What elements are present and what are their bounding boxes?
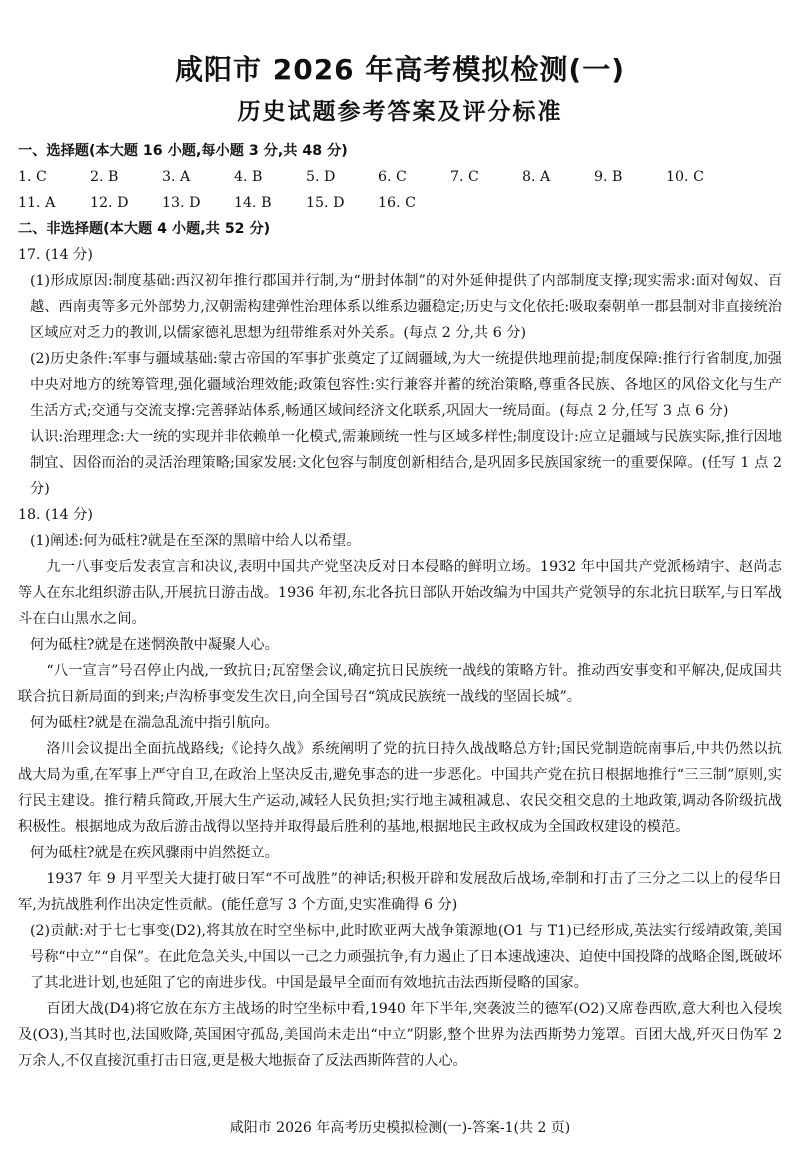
answer-item: 7. C [450, 169, 479, 185]
q17-part1: (1)形成原因:制度基础:西汉初年推行郡国并行制,为“册封体制”的对外延伸提供了内部制度支撑;现实需求:面对匈奴、百越、西南夷等多元外部势力,汉朝需构建弹性治理体系以维系边疆稳定;历史与文化依托:吸取秦朝单一郡县制对非直接统治区域应对乏力的教训,以儒家德礼思想为纽带维系对外关系。(每点 2 分,共 6 分) [30, 273, 782, 341]
answer-item: 10. C [666, 169, 704, 185]
answer-item: 14. B [234, 195, 272, 211]
choice-answers-row-1 [18, 164, 782, 190]
answer-item: 11. A [18, 195, 56, 211]
q18-question-line: 何为砥柱?就是在迷惘涣散中凝聚人心。 [30, 637, 279, 653]
q18-part1-intro: (1)阐述:何为砥柱?就是在至深的黑暗中给人以希望。 [30, 533, 361, 549]
section2-heading: 二、非选择题(本大题 4 小题,共 52 分) [18, 221, 271, 237]
answer-item: 5. D [306, 169, 336, 185]
answer-item: 3. A [162, 169, 191, 185]
q18-paragraph: 百团大战(D4)将它放在东方主战场的时空坐标中看,1940 年下半年,突袭波兰的德军(O2)又席卷西欧,意大利也入侵埃及(O3),当其时也,法国败降,英国困守孤岛,美国尚未走出“中立”阴影,整个世界为法西斯势力笼罩。百团大战,歼灭日伪军 2 万余人,不仅直接沉重打击日寇,更是极大地振奋了反法西斯阵营的人心。 [18, 1001, 782, 1069]
answer-item: 9. B [594, 169, 623, 185]
q18-paragraph: 九一八事变后发表宣言和决议,表明中国共产党坚决反对日本侵略的鲜明立场。1932 年中国共产党派杨靖宇、赵尚志等人在东北组织游击队,开展抗日游击战。1936 年初,东北各抗日部队开始改编为中国共产党领导的东北抗日联军,与日军战斗在白山黑水之间。 [18, 559, 782, 627]
answer-item: 1. C [18, 169, 47, 185]
q17-number: 17. (14 分) [18, 247, 93, 263]
answer-item: 8. A [522, 169, 551, 185]
page-subtitle: 历史试题参考答案及评分标准 [237, 99, 563, 125]
page-footer: 咸阳市 2026 年高考历史模拟检测(一)-答案-1(共 2 页) [229, 1120, 571, 1136]
q18-part2: (2)贡献:对于七七事变(D2),将其放在时空坐标中,此时欧亚两大战争策源地(O1 与 T1)已经形成,英法实行绥靖政策,美国号称“中立”“自保”。在此危急关头,中国以一己之力顽强抗争,有力遏止了日本速战速决、迫使中国投降的战略企图,既破坏了其北进计划,也延阻了它的南进步伐。中国是最早全面而有效地抗击法西斯侵略的国家。 [30, 923, 782, 991]
q18-question-line: 何为砥柱?就是在湍急乱流中指引航向。 [30, 715, 279, 731]
answer-item: 4. B [234, 169, 263, 185]
q17-part2: (2)历史条件:军事与疆域基础:蒙古帝国的军事扩张奠定了辽阔疆域,为大一统提供地理前提;制度保障:推行行省制度,加强中央对地方的统筹管理,强化疆域治理效能;政策包容性:实行兼容并蓄的统治策略,尊重各民族、各地区的风俗文化与生产生活方式;交通与交流支撑:完善驿站体系,畅通区域间经济文化联系,巩固大一统局面。(每点 2 分,任写 3 点 6 分) [30, 351, 782, 419]
answer-item: 6. C [378, 169, 407, 185]
q18-question-line: 何为砥柱?就是在疾风骤雨中岿然挺立。 [30, 845, 279, 861]
answer-item: 12. D [90, 195, 129, 211]
answer-item: 13. D [162, 195, 201, 211]
page-title: 咸阳市 2026 年高考模拟检测(一) [174, 53, 626, 86]
q18-number: 18. (14 分) [18, 507, 93, 523]
section1-heading: 一、选择题(本大题 16 小题,每小题 3 分,共 48 分) [18, 143, 348, 159]
q17-insight: 认识:治理理念:大一统的实现并非依赖单一化模式,需兼顾统一性与区域多样性;制度设计:应立足疆域与民族实际,推行因地制宜、因俗而治的灵活治理策略;国家发展:文化包容与制度创新相结合,是巩固多民族国家统一的重要保障。(任写 1 点 2 分) [30, 429, 782, 497]
q18-paragraph: 1937 年 9 月平型关大捷打破日军“不可战胜”的神话;积极开辟和发展敌后战场,牵制和打击了三分之二以上的侵华日军,为抗战胜利作出决定性贡献。(能任意写 3 个方面,史实准确得 6 分) [18, 871, 782, 913]
answer-item: 15. D [306, 195, 345, 211]
q18-paragraph: “八一宣言”号召停止内战,一致抗日;瓦窑堡会议,确定抗日民族统一战线的策略方针。推动西安事变和平解决,促成国共联合抗日新局面的到来;卢沟桥事变发生次日,向全国号召“筑成民族统一战线的坚固长城”。 [18, 663, 782, 705]
answer-item: 2. B [90, 169, 119, 185]
q18-paragraph: 洛川会议提出全面抗战路线;《论持久战》系统阐明了党的抗日持久战战略总方针;国民党制造皖南事后,中共仍然以抗战大局为重,在军事上严守自卫,在政治上坚决反击,避免事态的进一步恶化。中国共产党在抗日根据地推行“三三制”原则,实行民主建设。推行精兵简政,开展大生产运动,减轻人民负担;实行地主减租减息、农民交租交息的土地政策,调动各阶级抗战积极性。根据地成为敌后游击战得以坚持并取得最后胜利的基地,根据地民主政权成为全国政权建设的模范。 [18, 741, 782, 835]
choice-answers-row-2 [18, 190, 782, 216]
answer-item: 16. C [378, 195, 416, 211]
